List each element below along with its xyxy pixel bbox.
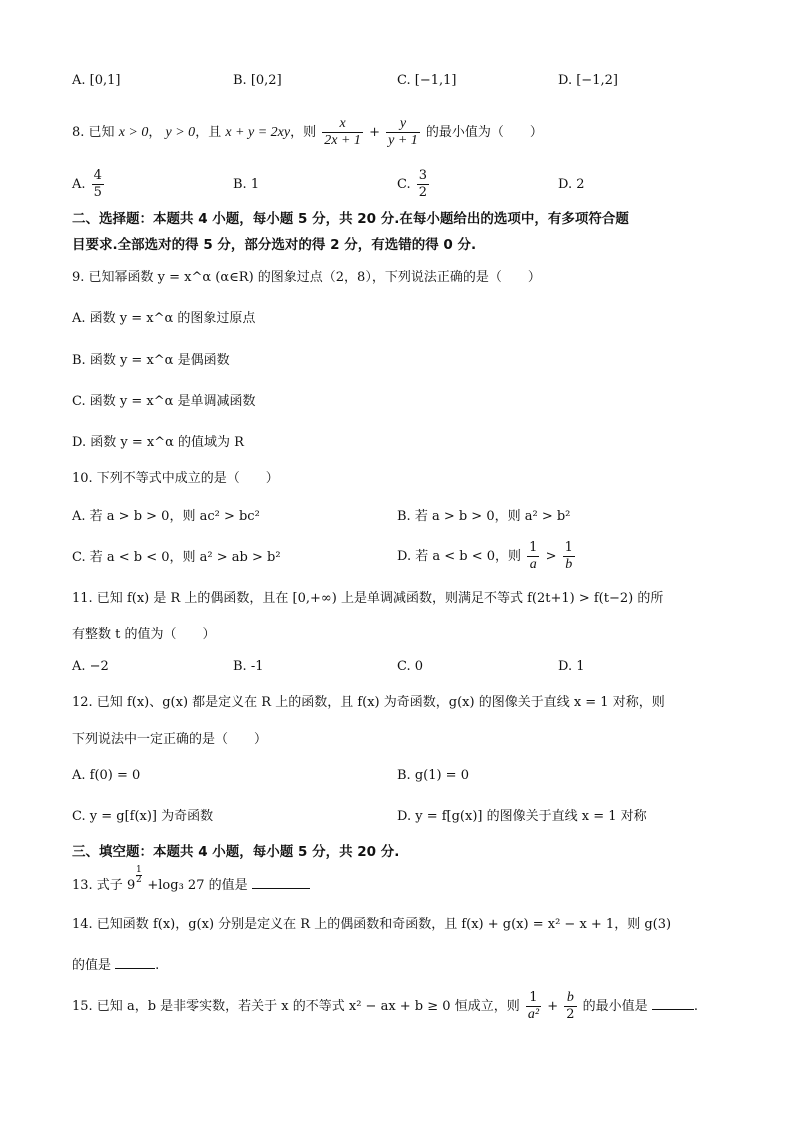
q9-option-a: A. 函数 y = x^α 的图象过原点 xyxy=(72,311,256,326)
q10-option-c: C. 若 a < b < 0，则 a² > ab > b² xyxy=(72,550,281,565)
exponent-fraction: 1 2 xyxy=(135,865,142,885)
q8-option-d: D. 2 xyxy=(558,177,585,192)
q11-option-a: A. −2 xyxy=(72,659,109,674)
section-3-heading: 三、填空题：本题共 4 小题，每小题 5 分，共 20 分. xyxy=(72,844,400,860)
q11-option-c: C. 0 xyxy=(397,659,424,674)
answer-blank[interactable] xyxy=(652,997,694,1010)
q12-option-a: A. f(0) = 0 xyxy=(72,768,141,783)
q7-option-a: A. [0,1] xyxy=(72,73,121,88)
question-14-stem-cont: 的值是 . xyxy=(72,958,160,973)
question-11-stem-cont: 有整数 t 的值为（ ） xyxy=(72,627,216,642)
answer-blank[interactable] xyxy=(115,956,155,969)
q12-option-b: B. g(1) = 0 xyxy=(397,768,469,783)
fraction: $\frac{x}{2x + 1}$ xyxy=(324,116,361,148)
section-2-heading-cont: 目要求.全部选对的得 5 分，部分选对的得 2 分，有选错的得 0 分. xyxy=(72,237,477,253)
question-9-stem: 9. 已知幂函数 y = x^α (α∈R) 的图象过点（2，8），下列说法正确的是（ ） xyxy=(72,270,541,285)
question-14-stem: 14. 已知函数 f(x)，g(x) 分别是定义在 R 上的偶函数和奇函数，且 f(x) + g(x) = x² − x + 1，则 g(3) xyxy=(72,917,672,932)
section-2-heading: 二、选择题：本题共 4 小题，每小题 5 分，共 20 分.在每小题给出的选项中，有多项符合题 xyxy=(72,211,629,227)
q12-option-d: D. y = f[g(x)] 的图像关于直线 x = 1 对称 xyxy=(397,809,647,824)
fraction: $\frac{y}{y + 1}$ xyxy=(388,116,418,148)
q12-option-c: C. y = g[f(x)] 为奇函数 xyxy=(72,809,214,824)
q9-option-d: D. 函数 y = x^α 的值域为 R xyxy=(72,435,244,450)
q7-option-c: C. [−1,1] xyxy=(397,73,457,88)
q9-option-c: C. 函数 y = x^α 是单调减函数 xyxy=(72,394,256,409)
q8-option-a: A. $\frac{4}{5}$ xyxy=(72,168,102,200)
question-15: 15. 已知 a，b 是非零实数，若关于 x 的不等式 x² − ax + b ≥ 0 恒成立，则 $\frac{1}{\text{a²}}$ + $\frac{b}{2}$ 的最小值是 . xyxy=(72,990,698,1022)
q10-option-b: B. 若 a > b > 0，则 a² > b² xyxy=(397,509,571,524)
q11-option-b: B. -1 xyxy=(233,659,264,674)
q8-option-c: C. $\frac{3}{2}$ xyxy=(397,168,428,200)
question-11-stem: 11. 已知 f(x) 是 R 上的偶函数，且在 [0,+∞) 上是单调减函数，则满足不等式 f(2t+1) > f(t−2) 的所 xyxy=(72,591,664,606)
q7-option-b: B. [0,2] xyxy=(233,73,282,88)
q10-option-a: A. 若 a > b > 0，则 ac² > bc² xyxy=(72,509,260,524)
q9-option-b: B. 函数 y = x^α 是偶函数 xyxy=(72,353,230,368)
answer-blank[interactable] xyxy=(252,876,310,889)
q11-option-d: D. 1 xyxy=(558,659,585,674)
question-13: 13. 式子 9 1 2 +log₃ 27 的值是 xyxy=(72,876,310,895)
q10-option-d: D. 若 a < b < 0，则 $\frac{1}{a}$ > $\frac{1}{b}$ xyxy=(397,540,573,572)
question-12-stem: 12. 已知 f(x)、g(x) 都是定义在 R 上的函数，且 f(x) 为奇函数，g(x) 的图像关于直线 x = 1 对称，则 xyxy=(72,695,665,710)
q8-option-b: B. 1 xyxy=(233,177,260,192)
question-12-stem-cont: 下列说法中一定正确的是（ ） xyxy=(72,732,268,747)
q7-option-d: D. [−1,2] xyxy=(558,73,618,88)
question-8-stem: 8. 已知 x > 0， y > 0，且 x + y = 2xy，则 $\frac{x}{2x + 1}$ + $\frac{y}{y + 1}$ 的最小值为（ ） xyxy=(72,116,543,148)
question-10-stem: 10. 下列不等式中成立的是（ ） xyxy=(72,471,279,486)
